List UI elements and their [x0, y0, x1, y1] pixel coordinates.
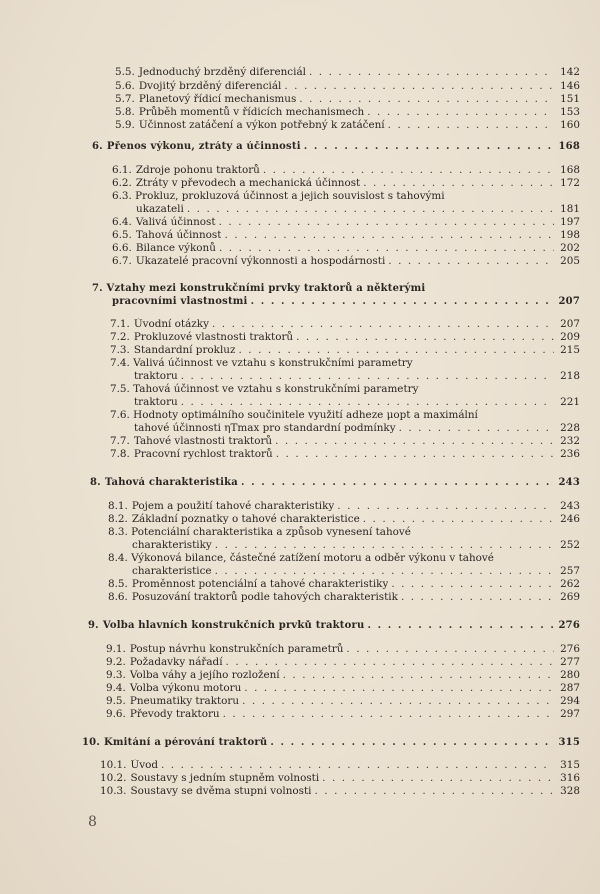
toc-entry-5-7[interactable]: 5.7. Planetový řídicí mechanismus . . . 151: [115, 93, 580, 105]
leader-dots: [244, 682, 554, 694]
toc-entry-6-1[interactable]: 6.1. Zdroje pohonu traktorů . . . 168: [112, 164, 580, 176]
leader-dots: [219, 242, 554, 254]
leader-dots: [401, 591, 554, 603]
toc-entry-6-5[interactable]: 6.5. Tahová účinnost . . . 198: [112, 229, 580, 241]
leader-dots: [322, 772, 554, 784]
leader-dots: [346, 643, 554, 655]
leader-dots: [388, 255, 554, 267]
leader-dots: [304, 141, 554, 153]
toc-entry-9-4[interactable]: 9.4. Volba výkonu motoru . . . 287: [106, 682, 580, 694]
leader-dots: [215, 565, 554, 577]
toc-entry-9-3[interactable]: 9.3. Volba váhy a jejího rozložení . . . 280: [106, 669, 580, 681]
toc-entry-7-4[interactable]: 7.4. Valivá účinnost ve vztahu s konstrukčními parametry: [110, 357, 413, 369]
leader-dots: [263, 164, 554, 176]
page-number: 8: [88, 814, 97, 830]
leader-dots: [181, 396, 554, 408]
toc-entry-8-4[interactable]: 8.4. Výkonová bilance, částečné zatížení motoru a odběr výkonu v tahové: [108, 552, 494, 564]
leader-dots: [367, 106, 554, 118]
toc-entry-9-6[interactable]: 9.6. Převody traktoru . . . 297: [106, 708, 580, 720]
leader-dots: [337, 500, 554, 512]
leader-dots: [296, 331, 554, 343]
leader-dots: [399, 422, 554, 434]
toc-entry-9-5[interactable]: 9.5. Pneumatiky traktoru . . . 294: [106, 695, 580, 707]
toc-entry-9-2[interactable]: 9.2. Požadavky nářadí . . . 277: [106, 656, 580, 668]
toc-entry-7-4-cont[interactable]: traktoru . . . 218: [134, 370, 580, 382]
toc-entry-5-9[interactable]: 5.9. Účinnost zatáčení a výkon potřebný k zatáčení . . . 160: [115, 119, 580, 131]
toc-entry-6-4[interactable]: 6.4. Valivá účinnost . . . 197: [112, 216, 580, 228]
leader-dots: [367, 620, 554, 632]
leader-dots: [284, 80, 554, 92]
leader-dots: [161, 759, 554, 771]
leader-dots: [270, 737, 554, 749]
toc-entry-5-8[interactable]: 5.8. Průběh momentů v řídicích mechanismech . . . 153: [115, 106, 580, 118]
toc-entry-8-3[interactable]: 8.3. Potenciální charakteristika a způsob vynesení tahové: [108, 526, 411, 538]
toc-entry-7-6[interactable]: 7.6. Hodnoty optimálního součinitele využití adheze μopt a maximální: [110, 409, 478, 421]
leader-dots: [224, 229, 554, 241]
toc-chapter-7-cont[interactable]: pracovními vlastnostmi . . . 207: [112, 296, 580, 308]
leader-dots: [251, 296, 554, 308]
toc-entry-10-2[interactable]: 10.2. Soustavy s jedním stupněm volnosti . . . 316: [100, 772, 580, 784]
toc-entry-8-4-cont[interactable]: charakteristice . . . 257: [132, 565, 580, 577]
toc-entry-7-7[interactable]: 7.7. Tahové vlastnosti traktorů . . . 232: [110, 435, 580, 447]
leader-dots: [275, 435, 554, 447]
toc-entry-7-3[interactable]: 7.3. Standardní prokluz . . . 215: [110, 344, 580, 356]
toc-entry-10-3[interactable]: 10.3. Soustavy se dvěma stupni volnosti . . . 328: [100, 785, 580, 797]
leader-dots: [276, 448, 554, 460]
leader-dots: [238, 344, 554, 356]
leader-dots: [219, 216, 554, 228]
leader-dots: [309, 66, 554, 78]
toc-entry-8-3-cont[interactable]: charakteristiky . . . 252: [132, 539, 580, 551]
leader-dots: [391, 578, 554, 590]
toc-entry-6-6[interactable]: 6.6. Bilance výkonů . . . 202: [112, 242, 580, 254]
toc-chapter-8[interactable]: 8. Tahová charakteristika . . . 243: [90, 477, 580, 489]
leader-dots: [363, 513, 554, 525]
toc-entry-5-5[interactable]: 5.5. Jednoduchý brzděný diferenciál . . . 142: [115, 66, 580, 78]
toc-entry-6-3[interactable]: 6.3. Prokluz, prokluzová účinnost a jejich souvislost s tahovými: [112, 190, 445, 202]
toc-entry-7-8[interactable]: 7.8. Pracovní rychlost traktorů . . . 236: [110, 448, 580, 460]
leader-dots: [242, 695, 554, 707]
toc-entry-6-7[interactable]: 6.7. Ukazatelé pracovní výkonnosti a hospodárnosti . . . 205: [112, 255, 580, 267]
leader-dots: [388, 119, 554, 131]
toc-entry-10-1[interactable]: 10.1. Úvod . . . 315: [100, 759, 580, 771]
leader-dots: [241, 477, 554, 489]
leader-dots: [283, 669, 554, 681]
leader-dots: [181, 370, 554, 382]
toc-entry-8-1[interactable]: 8.1. Pojem a použití tahové charakteristiky . . . 243: [108, 500, 580, 512]
leader-dots: [314, 785, 554, 797]
toc-entry-5-6[interactable]: 5.6. Dvojitý brzděný diferenciál . . . 146: [115, 80, 580, 92]
leader-dots: [187, 203, 554, 215]
leader-dots: [215, 539, 554, 551]
toc-chapter-7[interactable]: 7. Vztahy mezi konstrukčními prvky traktorů a některými: [92, 283, 426, 294]
toc-entry-7-2[interactable]: 7.2. Prokluzové vlastnosti traktorů . . . 209: [110, 331, 580, 343]
toc-chapter-9[interactable]: 9. Volba hlavních konstrukčních prvků traktoru . . . 276: [88, 620, 580, 632]
toc-entry-6-2[interactable]: 6.2. Ztráty v převodech a mechanická účinnost . . . 172: [112, 177, 580, 189]
leader-dots: [226, 656, 554, 668]
leader-dots: [212, 318, 554, 330]
leader-dots: [223, 708, 554, 720]
toc-entry-8-2[interactable]: 8.2. Základní poznatky o tahové charakteristice . . . 246: [108, 513, 580, 525]
toc-entry-7-5[interactable]: 7.5. Tahová účinnost ve vztahu s konstrukčními parametry: [110, 383, 419, 395]
toc-entry-7-6-cont[interactable]: tahové účinnosti ηTmax pro standardní podmínky . . . 228: [134, 422, 580, 434]
leader-dots: [363, 177, 554, 189]
toc-entry-6-3-cont[interactable]: ukazateli . . . 181: [136, 203, 580, 215]
toc-chapter-6[interactable]: 6. Přenos výkonu, ztráty a účinnosti . . . 168: [92, 141, 580, 153]
toc-entry-9-1[interactable]: 9.1. Postup návrhu konstrukčních parametrů . . . 276: [106, 643, 580, 655]
toc-chapter-10[interactable]: 10. Kmitání a pérování traktorů . . . 315: [82, 737, 580, 749]
toc-entry-7-1[interactable]: 7.1. Úvodní otázky . . . 207: [110, 318, 580, 330]
toc-entry-8-6[interactable]: 8.6. Posuzování traktorů podle tahových charakteristik . . . 269: [108, 591, 580, 603]
leader-dots: [299, 93, 554, 105]
toc-entry-7-5-cont[interactable]: traktoru . . . 221: [134, 396, 580, 408]
toc-entry-8-5[interactable]: 8.5. Proměnnost potenciální a tahové charakteristiky . . . 262: [108, 578, 580, 590]
